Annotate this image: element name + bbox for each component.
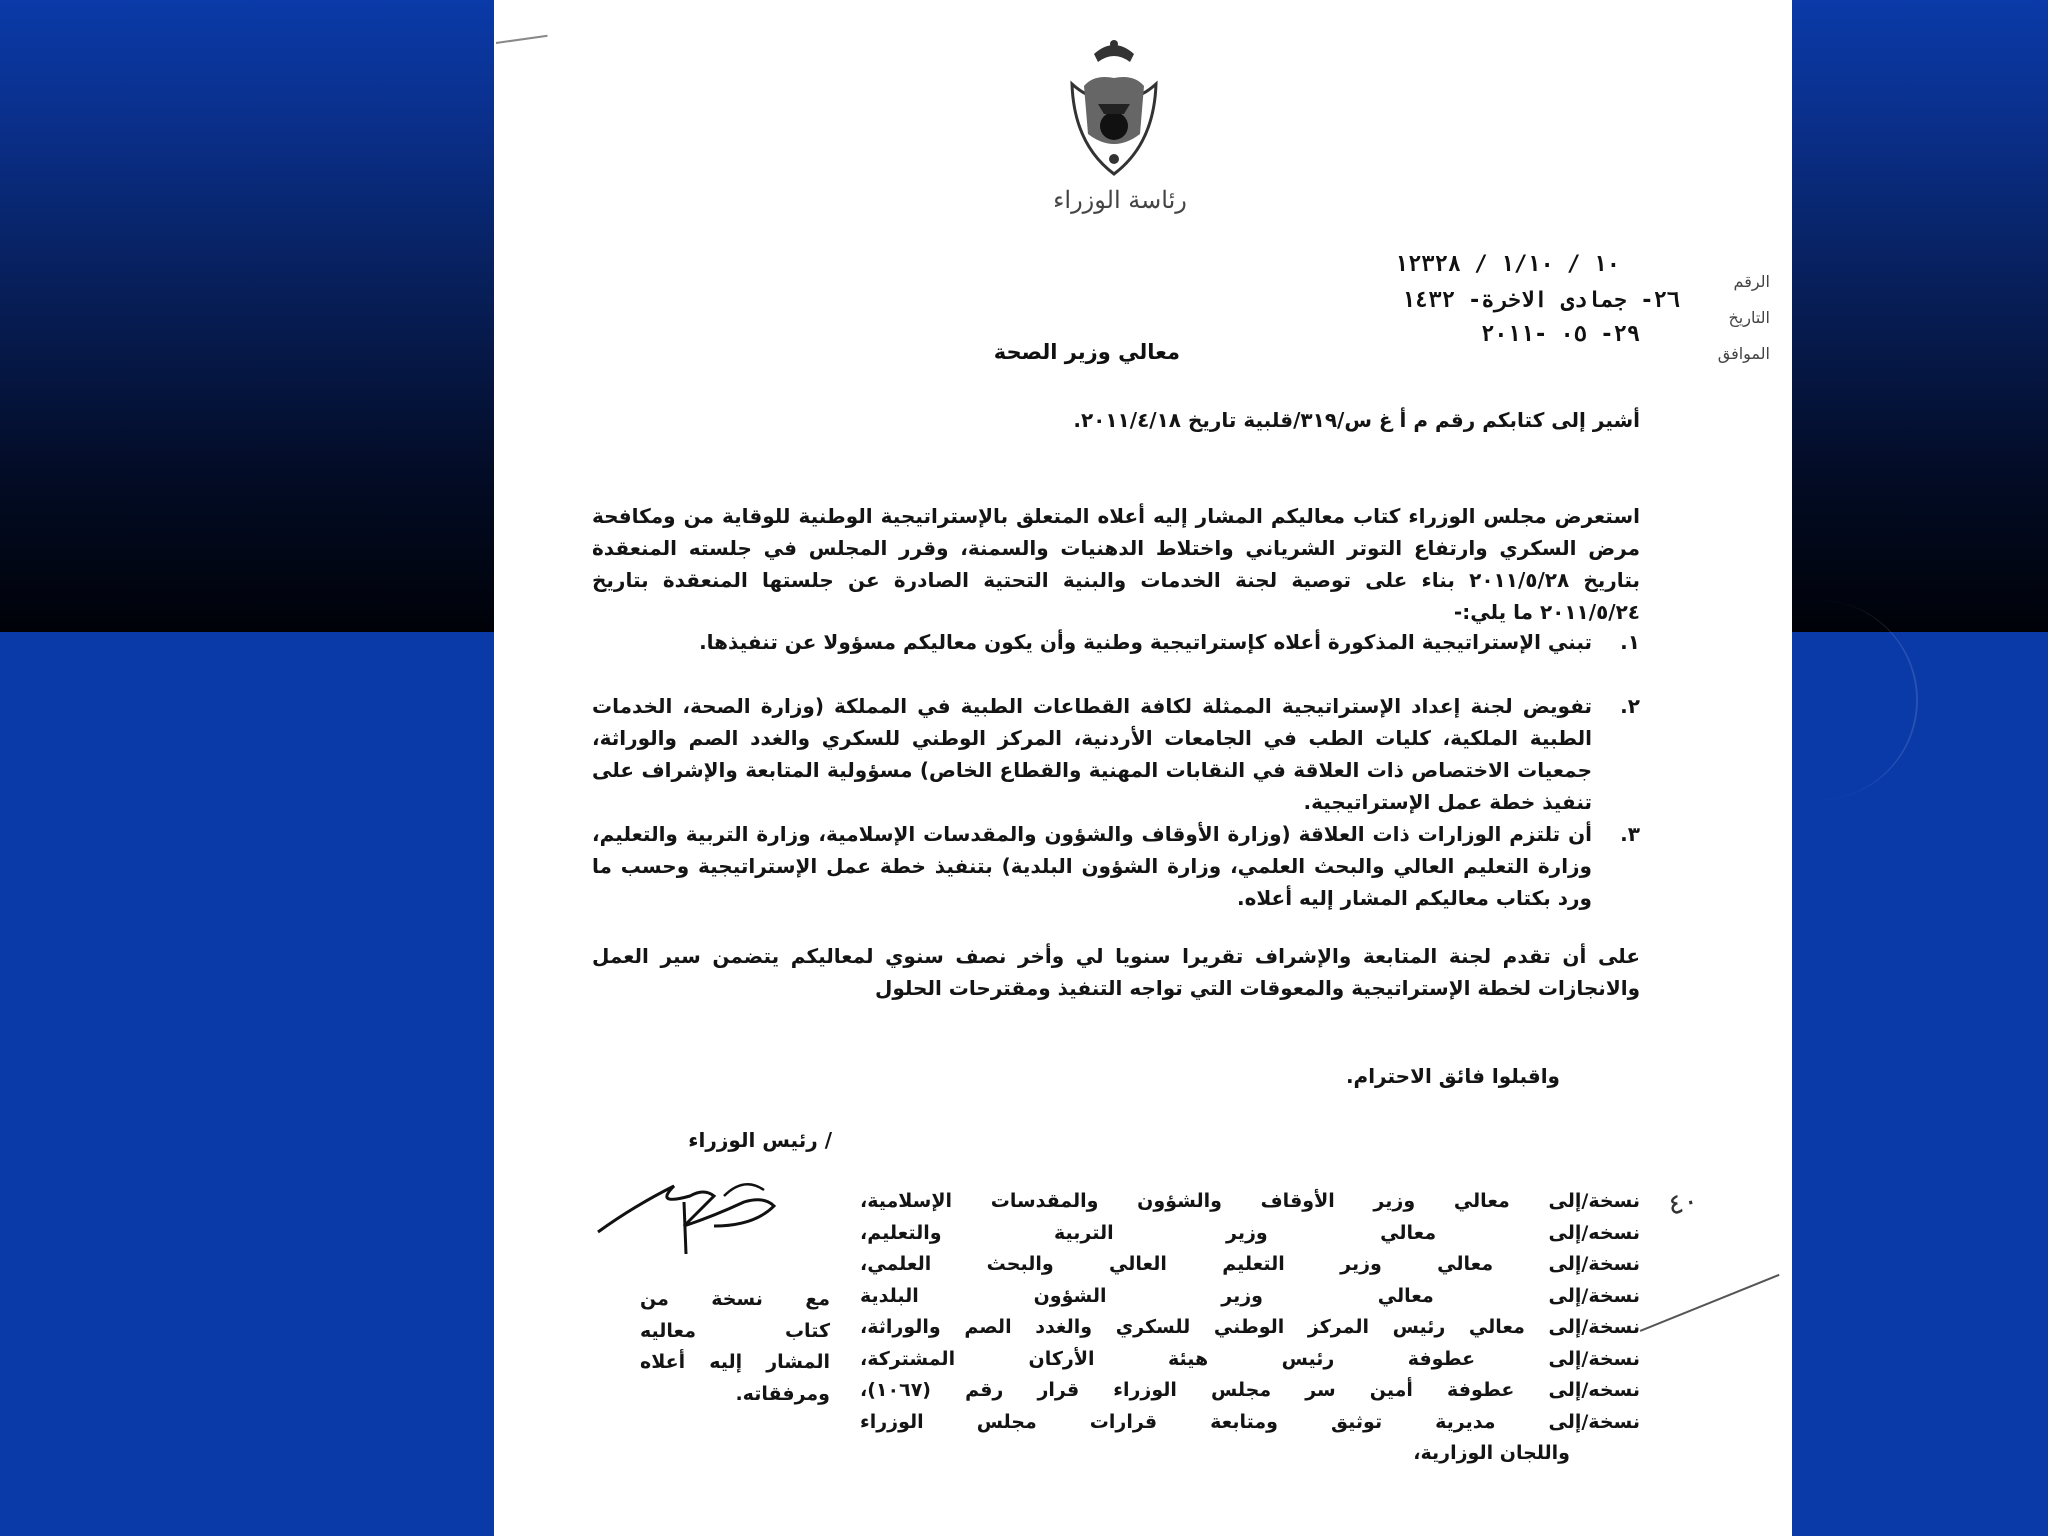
copy-recipient: نسخة/إلى معالي وزير الشؤون البلدية bbox=[860, 1284, 1640, 1307]
crest-emblem-icon bbox=[1064, 34, 1164, 184]
copy-recipient: نسخه/إلى معالي وزير التربية والتعليم، bbox=[860, 1221, 1640, 1244]
number-value: ١٠ / ١/١٠ / ١٢٣٢٨ bbox=[1394, 252, 1620, 277]
enclosure-line: مع نسخة من bbox=[640, 1288, 830, 1310]
signer-title: / رئيس الوزراء bbox=[688, 1128, 832, 1152]
enclosure-line: كتاب معاليه bbox=[640, 1319, 830, 1342]
item-text: تفويض لجنة إعداد الإستراتيجية الممثلة لكافة القطاعات الطبية في المملكة (وزارة الصحة، الخدمات الطبية الملكية، كليات الطب في الجامعات الأردنية، المركز الوطني للسكري والغدد الصم والوراثة، جمعيات الاختصاص ذات العلاقة في النقابات المهنية والقطاع الخاص) مسؤولية المتابعة والإشراف على تنفيذ خطة عمل الإستراتيجية. bbox=[592, 694, 1592, 814]
item-number: ٢. bbox=[1620, 694, 1640, 718]
reference-paragraph: أشير إلى كتابكم رقم م أ غ س/٣١٩/قلبية تاريخ ٢٠١١/٤/١٨. bbox=[1073, 408, 1640, 432]
enclosure-line: ومرفقاته. bbox=[735, 1382, 830, 1405]
copy-recipient: نسخه/إلى عطوفة أمين سر مجلس الوزراء قرار رقم (١٠٦٧)، bbox=[860, 1379, 1640, 1401]
copy-recipient: واللجان الوزارية، bbox=[1413, 1442, 1570, 1464]
copy-recipient: نسخة/إلى معالي رئيس المركز الوطني للسكري والغدد الصم والوراثة، bbox=[860, 1316, 1640, 1338]
intro-paragraph: استعرض مجلس الوزراء كتاب معاليكم المشار إليه أعلاه المتعلق بالإستراتيجية الوطنية للوقاية من ومكافحة مرض السكري وارتفاع التوتر الشرياني واختلاط الدهنيات والسمنة، وقرر المجلس في جلسته المنعقدة بتاريخ ٢٠١١/٥/٢٨ بناء على توصية لجنة الخدمات والبنية التحتية الصادرة عن جلستها المنعقدة بتاريخ ٢٠١١/٥/٢٤ ما يلي:- bbox=[592, 504, 1640, 624]
item-number: ١. bbox=[1620, 630, 1640, 654]
item-text: أن تلتزم الوزارات ذات العلاقة (وزارة الأوقاف والشؤون والمقدسات الإسلامية، وزارة التربية والتعليم، وزارة التعليم العالي والبحث العلمي، وزارة الشؤون البلدية) بتنفيذ خطة عمل الإستراتيجية وحسب ما ورد بكتاب معاليكم المشار إليه أعلاه. bbox=[592, 822, 1592, 910]
item-text: تبني الإستراتيجية المذكورة أعلاه كإستراتيجية وطنية وأن يكون معاليكم مسؤولا عن تنفيذها. bbox=[699, 630, 1592, 654]
margin-annotation: ٤٠ bbox=[1664, 1183, 1702, 1222]
decision-item bbox=[592, 690, 1640, 818]
equivalent-value: ٢٩- ٠٥ -٢٠١١ bbox=[1481, 322, 1640, 347]
decision-item bbox=[592, 626, 1640, 658]
copy-recipient: نسخة/إلى مديرية توثيق ومتابعة قرارات مجلس الوزراء bbox=[860, 1410, 1640, 1433]
copy-recipient: نسخة/إلى معالي وزير التعليم العالي والبحث العلمي، bbox=[860, 1253, 1640, 1275]
date-value: ٢٦- جمادى الاخرة- ١٤٣٢ bbox=[1401, 288, 1680, 313]
equivalent-label: الموافق bbox=[1717, 344, 1770, 363]
closing-line: واقبلوا فائق الاحترام. bbox=[1345, 1064, 1560, 1088]
copy-recipient: نسخة/إلى عطوفة رئيس هيئة الأركان المشتركة، bbox=[860, 1347, 1640, 1370]
item-number: ٣. bbox=[1620, 822, 1640, 846]
copies-list bbox=[860, 1186, 1640, 1470]
decision-item bbox=[592, 818, 1640, 914]
followup-paragraph: على أن تقدم لجنة المتابعة والإشراف تقريرا سنويا لي وأخر نصف سنوي لمعاليكم يتضمن سير العمل والانجازات لخطة الإستراتيجية والمعوقات التي تواجه التنفيذ ومقترحات الحلول bbox=[592, 944, 1640, 1000]
date-label: التاريخ bbox=[1728, 308, 1770, 327]
number-label: الرقم bbox=[1733, 272, 1770, 291]
addressee: معالي وزير الصحة bbox=[993, 340, 1180, 364]
copy-recipient: نسخة/إلى معالي وزير الأوقاف والشؤون والمقدسات الإسلامية، bbox=[860, 1190, 1640, 1212]
office-name: رئاسة الوزراء bbox=[1053, 186, 1187, 214]
signature-icon bbox=[594, 1166, 784, 1256]
enclosure-note bbox=[640, 1284, 830, 1410]
enclosure-line: المشار إليه أعلاه bbox=[640, 1351, 830, 1373]
